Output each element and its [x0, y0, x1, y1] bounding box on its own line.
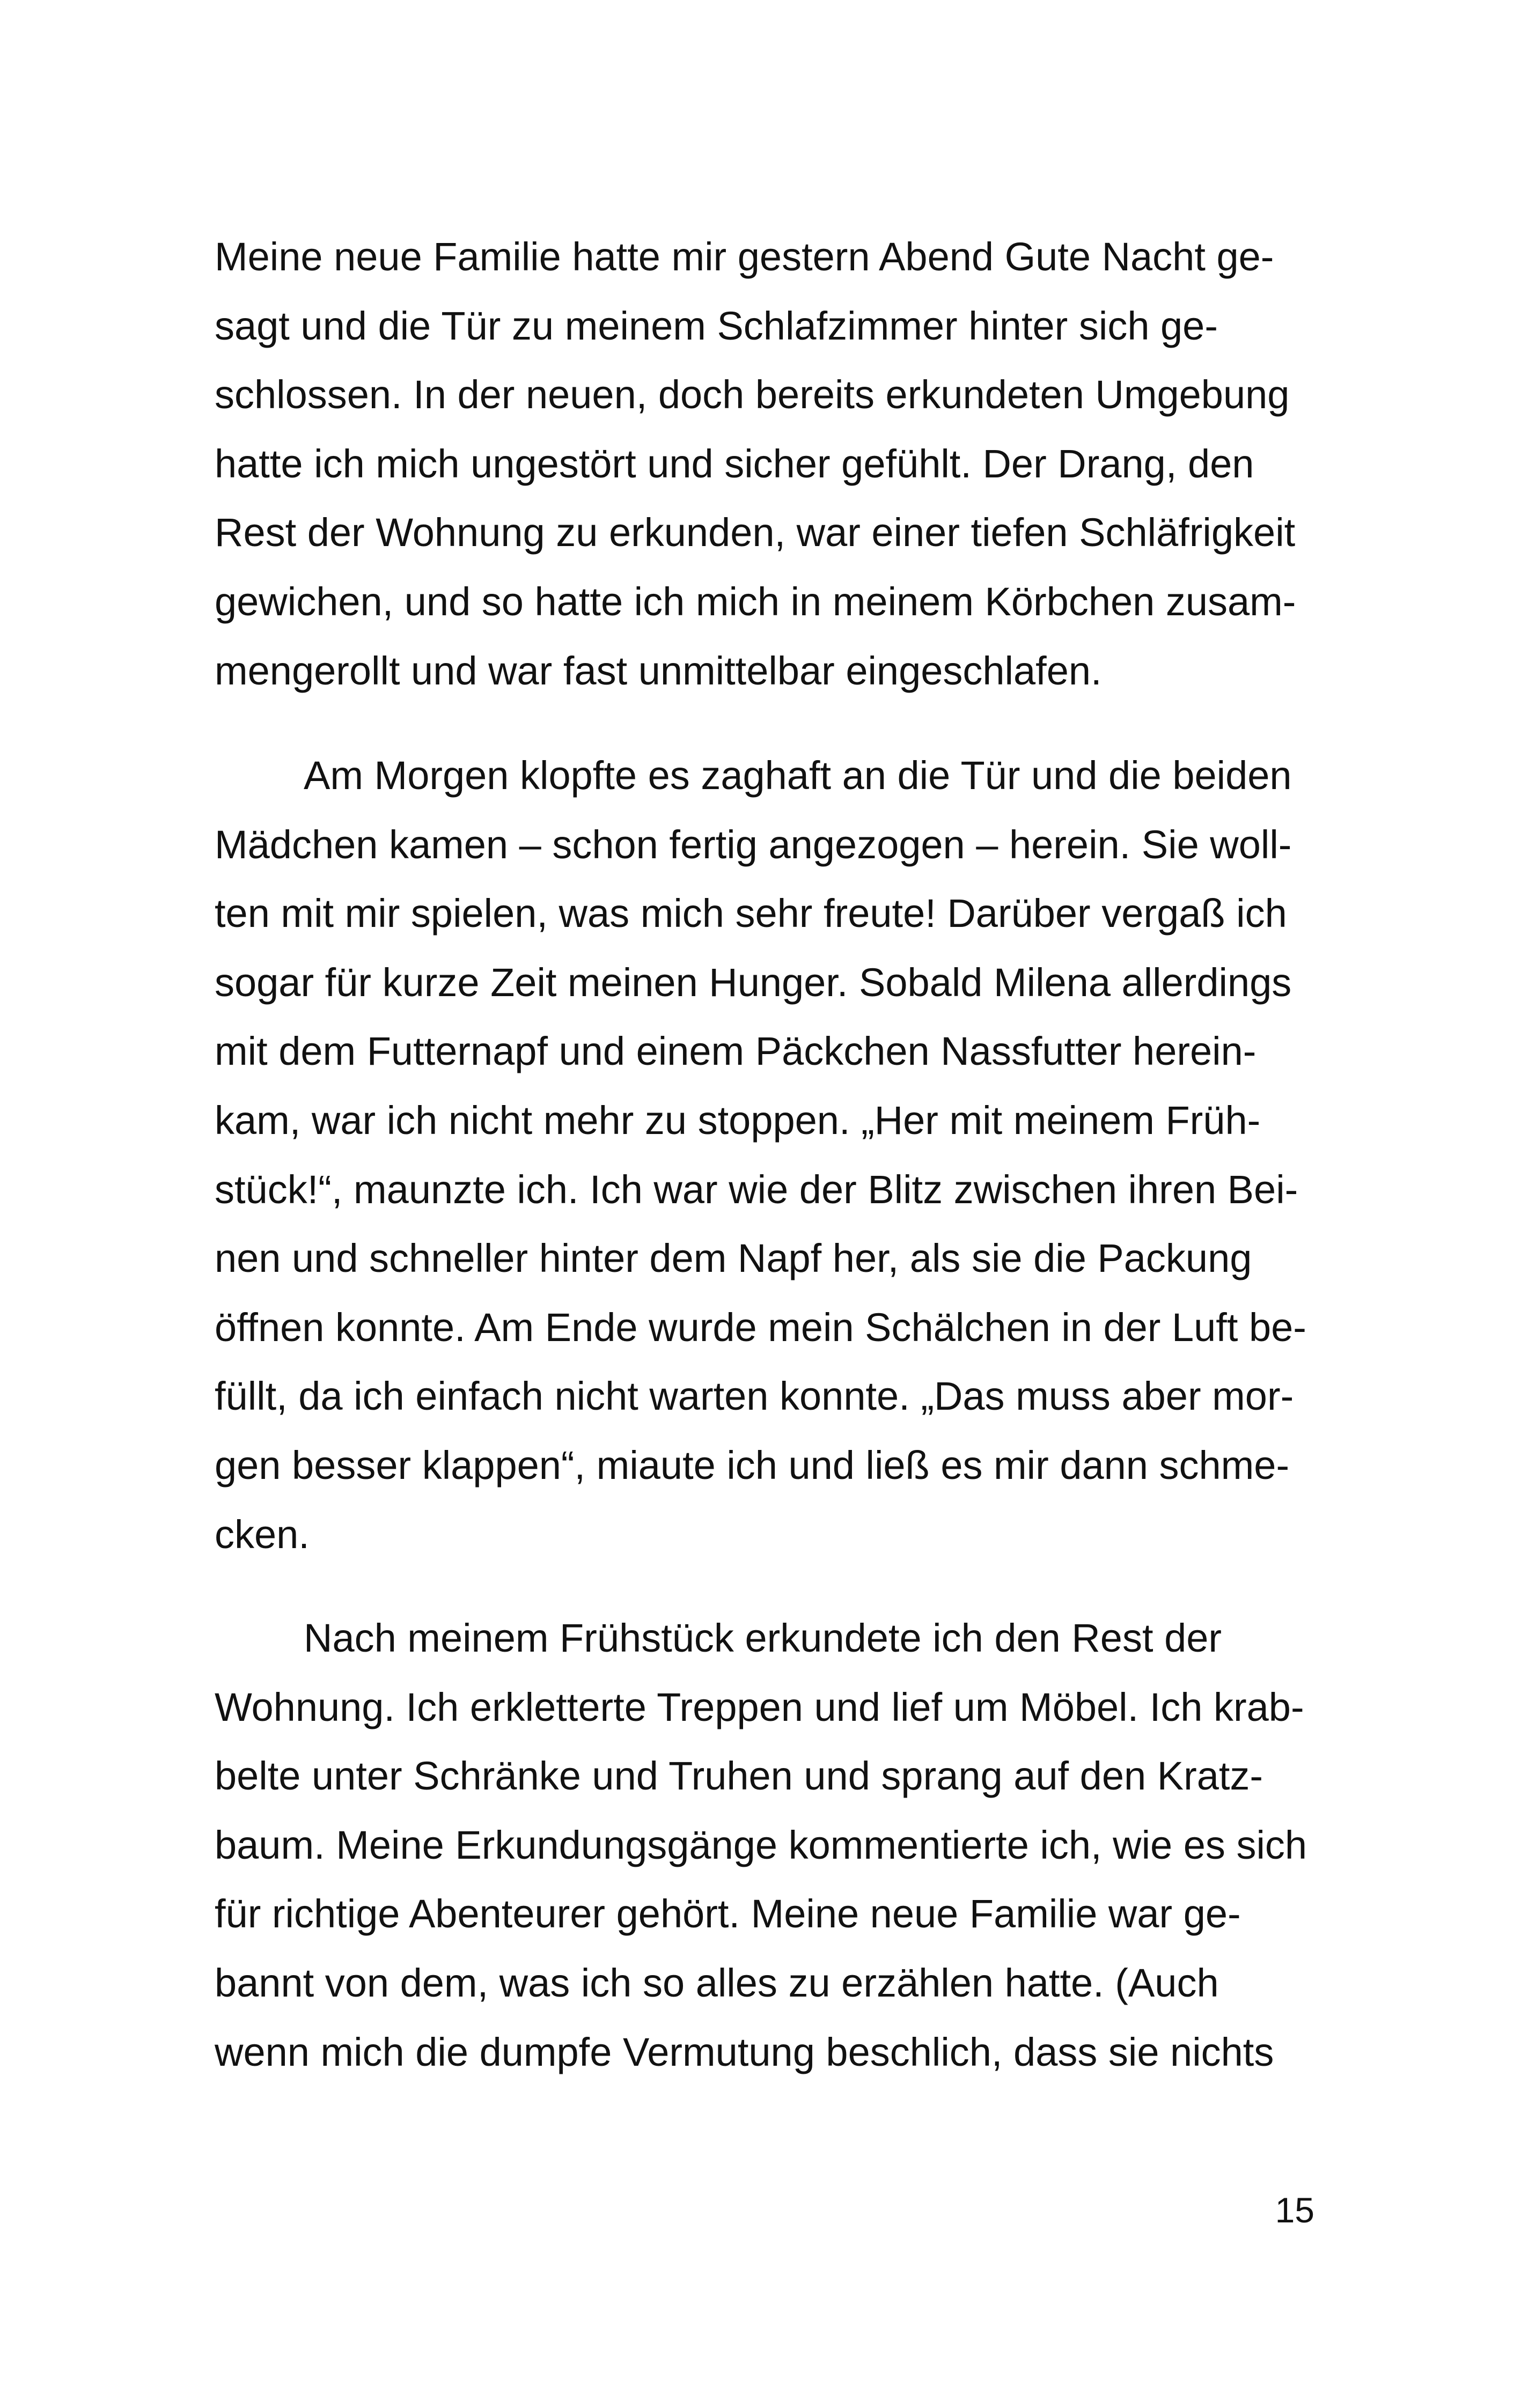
- text-line: schlossen. In der neuen, doch bereits erkundeten Umgebung: [215, 372, 1290, 417]
- text-line: gewichen, und so hatte ich mich in meinem Körbchen zusam-: [215, 579, 1296, 624]
- text-line: für richtige Abenteurer gehört. Meine neue Familie war ge-: [215, 1891, 1241, 1936]
- text-line: hatte ich mich ungestört und sicher gefühlt. Der Drang, den: [215, 441, 1254, 486]
- text-line: Wohnung. Ich erkletterte Treppen und lief um Möbel. Ich krab-: [215, 1684, 1304, 1729]
- text-line: Nach meinem Frühstück erkundete ich den Rest der: [304, 1616, 1222, 1660]
- text-line: mengerollt und war fast unmittelbar eingeschlafen.: [215, 648, 1102, 693]
- text-line: cken.: [215, 1512, 310, 1557]
- text-line: belte unter Schränke und Truhen und sprang auf den Kratz-: [215, 1754, 1263, 1799]
- text-line: kam, war ich nicht mehr zu stoppen. „Her mit meinem Früh-: [215, 1098, 1261, 1143]
- text-line: öffnen konnte. Am Ende wurde mein Schälchen in der Luft be-: [215, 1305, 1306, 1350]
- text-line: baum. Meine Erkundungsgänge kommentierte ich, wie es sich: [215, 1822, 1307, 1867]
- page-number: 15: [1275, 2190, 1314, 2230]
- paragraph-1: [215, 223, 1309, 705]
- text-line: bannt von dem, was ich so alles zu erzählen hatte. (Auch: [215, 1960, 1219, 2005]
- text-line: mit dem Futternapf und einem Päckchen Nassfutter herein-: [215, 1029, 1257, 1074]
- paragraph-3: [215, 1604, 1309, 2087]
- text-line: sagt und die Tür zu meinem Schlafzimmer hinter sich ge-: [215, 303, 1218, 348]
- text-line: Mädchen kamen – schon fertig angezogen – herein. Sie woll-: [215, 822, 1292, 867]
- text-line: nen und schneller hinter dem Napf her, als sie die Packung: [215, 1236, 1252, 1281]
- text-line: füllt, da ich einfach nicht warten konnte. „Das muss aber mor-: [215, 1374, 1294, 1419]
- text-line: stück!“, maunzte ich. Ich war wie der Blitz zwischen ihren Bei-: [215, 1167, 1298, 1212]
- text-line: gen besser klappen“, miaute ich und ließ es mir dann schme-: [215, 1442, 1290, 1487]
- text-line: wenn mich die dumpfe Vermutung beschlich, dass sie nichts: [215, 2029, 1274, 2074]
- text-line: Meine neue Familie hatte mir gestern Abend Gute Nacht ge-: [215, 234, 1274, 279]
- text-line: Am Morgen klopfte es zaghaft an die Tür und die beiden: [304, 753, 1292, 798]
- text-line: Rest der Wohnung zu erkunden, war einer tiefen Schläfrigkeit: [215, 510, 1296, 555]
- text-line: ten mit mir spielen, was mich sehr freute! Darüber vergaß ich: [215, 891, 1287, 936]
- text-line: sogar für kurze Zeit meinen Hunger. Sobald Milena allerdings: [215, 960, 1292, 1005]
- paragraph-2: [215, 741, 1309, 1569]
